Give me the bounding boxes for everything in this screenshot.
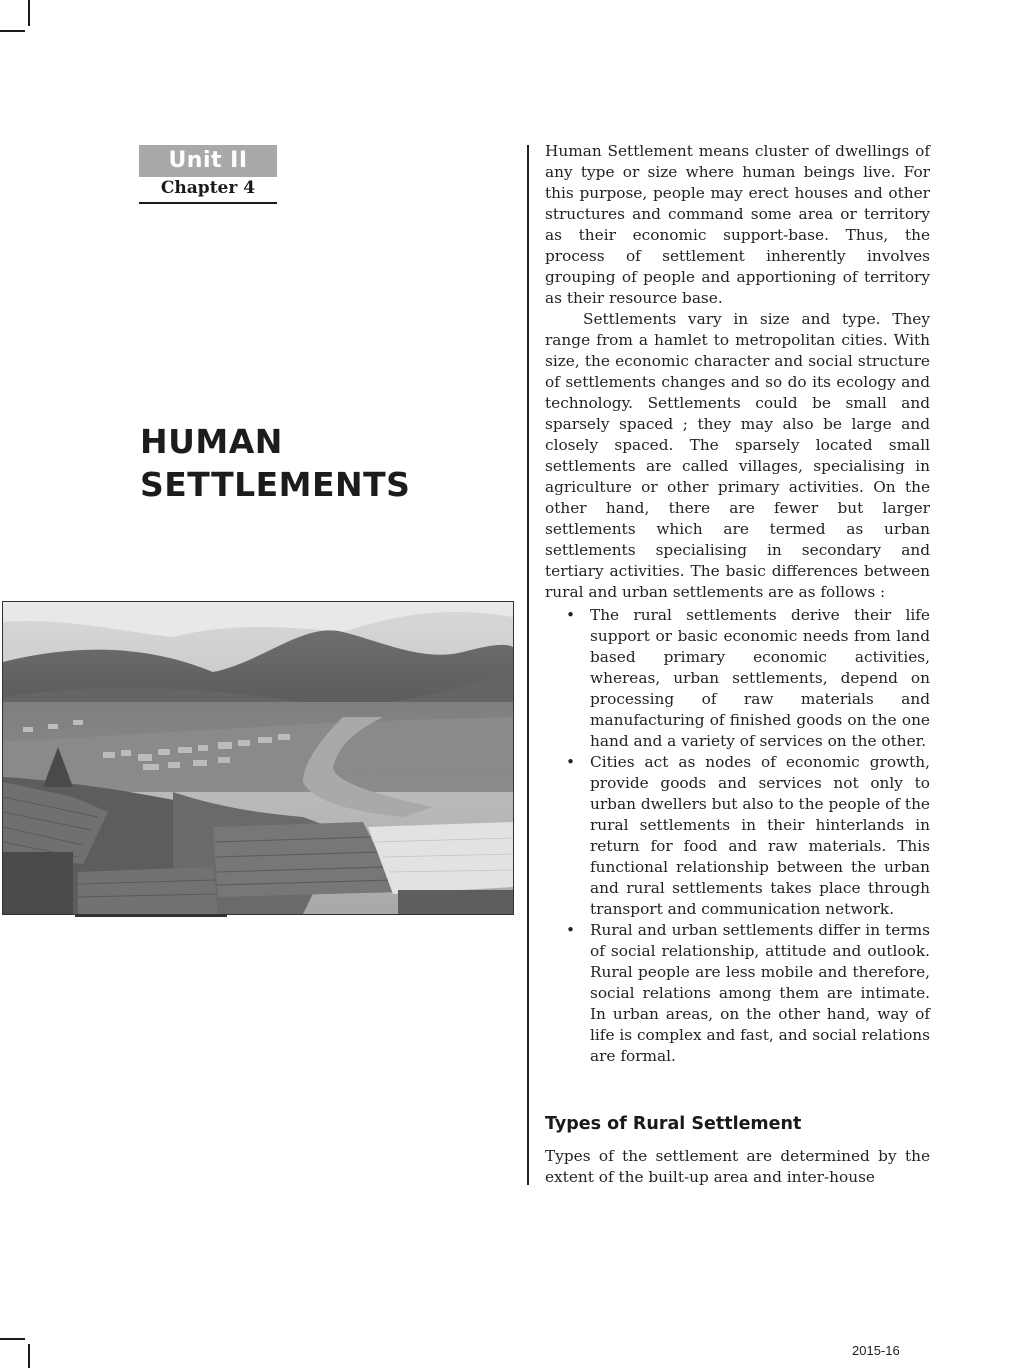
chapter-title: [140, 420, 410, 506]
settlement-size-paragraph: Settlements vary in size and type. They range from a hamlet to metropolitan cities. With size, the economic character and social structure of settlements changes and so do its ecology and technology. Settlements could be small and sparsely spaced ; they may also be large and closely spaced. The sparsely located small settlements are called villages, specialising in agriculture or other primary activities. On the other hand, there are fewer but larger settlements which are termed as urban settlements specialising in secondary and tertiary activities. The basic differences between rural and urban settlements are as follows :: [545, 310, 930, 601]
list-item-text: The rural settlements derive their life support or basic economic needs from land based primary economic activities, whereas, urban settlements, depend on processing of raw materials and manufacturing of finished goods on the one hand and a variety of services on the other.: [590, 606, 930, 750]
chapter-underline: [139, 202, 277, 204]
list-item-text: Rural and urban settlements differ in terms of social relationship, attitude and outlook. Rural people are less mobile and therefore, social relations among them are intimate. In urban areas, on the other hand, way of life is complex and fast, and social relations are formal.: [590, 921, 930, 1065]
page-footer-year: 2015-16: [852, 1343, 900, 1358]
chapter-title-line2: SETTLEMENTS: [140, 465, 411, 504]
unit-label: Unit II: [139, 145, 277, 177]
bullet-icon: •: [566, 921, 576, 939]
photo-illustration: [3, 602, 513, 914]
photo-caption-rule: [75, 915, 227, 917]
bullet-icon: •: [566, 753, 576, 771]
column-divider: [527, 145, 529, 1185]
list-item: [566, 920, 930, 1067]
body-text-column: [545, 141, 930, 1067]
list-item: [566, 752, 930, 920]
valley-settlement-photo: [2, 601, 514, 915]
crop-mark-top-horizontal: [0, 30, 25, 32]
chapter-label: Chapter 4: [160, 178, 256, 198]
chapter-title-line1: HUMAN: [140, 422, 283, 461]
bullet-icon: •: [566, 606, 576, 624]
section-paragraph: Types of the settlement are determined by the extent of the built-up area and inter-house: [545, 1147, 930, 1186]
crop-mark-bottom-horizontal: [0, 1338, 25, 1340]
intro-paragraph: Human Settlement means cluster of dwellings of any type or size where human beings live. For this purpose, people may erect houses and other structures and command some area or territory as their economic support-base. Thus, the process of settlement inherently involves grouping of people and apportioning of territory as their resource base.: [545, 142, 930, 307]
list-item-text: Cities act as nodes of economic growth, provide goods and services not only to urban dwellers but also to the people of the rural settlements in their hinterlands in return for food and raw materials. This functional relationship between the urban and rural settlements takes place through transport and communication network.: [590, 753, 930, 918]
crop-mark-top-vertical: [28, 0, 30, 26]
differences-list: [545, 605, 930, 1067]
list-item: [566, 605, 930, 752]
crop-mark-bottom-vertical: [28, 1344, 30, 1368]
section-heading: Types of Rural Settlement: [545, 1114, 802, 1134]
